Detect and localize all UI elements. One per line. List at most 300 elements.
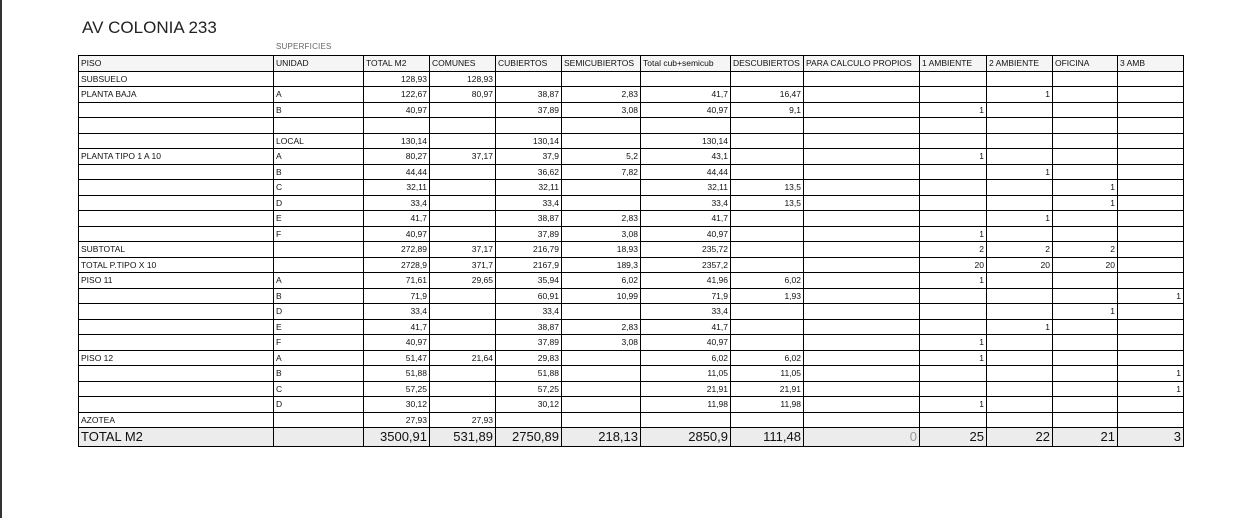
cell-total-cub-semicub: 21,91 [641, 381, 731, 397]
cell-piso [79, 164, 274, 180]
cell-unidad: D [274, 195, 364, 211]
cell-cubiertos: 37,89 [496, 226, 562, 242]
cell-descubiertos: 13,5 [731, 180, 804, 196]
cell-semicubiertos: 2,83 [562, 211, 641, 227]
cell-piso: SUBTOTAL [79, 242, 274, 258]
cell-comunes [430, 288, 496, 304]
total-row [79, 428, 1184, 447]
cell-semicubiertos: 3,08 [562, 102, 641, 118]
cell-descubiertos [731, 335, 804, 351]
column-header-unidad: UNIDAD [274, 56, 364, 72]
cell-piso [79, 397, 274, 413]
cell-semicubiertos [562, 133, 641, 149]
cell-calculo-propios [804, 412, 920, 428]
cell-oficina [1053, 412, 1118, 428]
column-header-comunes: COMUNES [430, 56, 496, 72]
cell-cubiertos: 37,89 [496, 102, 562, 118]
cell-1-ambiente: 1 [920, 397, 987, 413]
cell-2-ambiente [987, 288, 1053, 304]
cell-3-amb [1118, 102, 1184, 118]
cell-3-amb [1118, 412, 1184, 428]
cell-semicubiertos [562, 304, 641, 320]
cell-2-ambiente: 1 [987, 211, 1053, 227]
cell-descubiertos: 9,1 [731, 102, 804, 118]
cell-semicubiertos: 2,83 [562, 319, 641, 335]
cell-3-amb [1118, 335, 1184, 351]
cell-calculo-propios [804, 149, 920, 165]
cell-unidad [274, 412, 364, 428]
cell-total-cub-semicub: 40,97 [641, 335, 731, 351]
cell-1-ambiente [920, 195, 987, 211]
cell-total-cub-semicub: 33,4 [641, 304, 731, 320]
cell-unidad: C [274, 180, 364, 196]
cell-3-amb [1118, 273, 1184, 289]
cell-2-ambiente [987, 381, 1053, 397]
column-header-oficina: OFICINA [1053, 56, 1118, 72]
cell-2-ambiente: 1 [987, 319, 1053, 335]
table-row [79, 180, 1184, 196]
cell-total-cub-semicub: 41,7 [641, 319, 731, 335]
table-row [79, 102, 1184, 118]
cell-piso: PLANTA BAJA [79, 87, 274, 103]
cell-unidad: A [274, 87, 364, 103]
cell-descubiertos: 1,93 [731, 288, 804, 304]
table-row [79, 350, 1184, 366]
cell-descubiertos [731, 226, 804, 242]
table-row [79, 118, 1184, 134]
cell-1-ambiente [920, 288, 987, 304]
cell-calculo-propios [804, 71, 920, 87]
column-header-total-cub-semicub: Total cub+semicub [641, 56, 731, 72]
cell-descubiertos [731, 304, 804, 320]
cell-total-cub-semicub: 44,44 [641, 164, 731, 180]
total-cell-calculo-propios: 0 [804, 428, 920, 447]
cell-unidad: LOCAL [274, 133, 364, 149]
cell-total-cub-semicub: 40,97 [641, 102, 731, 118]
cell-total-cub-semicub [641, 118, 731, 134]
cell-cubiertos: 216,79 [496, 242, 562, 258]
cell-piso [79, 195, 274, 211]
cell-cubiertos: 60,91 [496, 288, 562, 304]
total-cell-cubiertos: 2750,89 [496, 428, 562, 447]
cell-semicubiertos: 18,93 [562, 242, 641, 258]
cell-oficina: 1 [1053, 304, 1118, 320]
cell-cubiertos: 2167,9 [496, 257, 562, 273]
cell-calculo-propios [804, 164, 920, 180]
cell-2-ambiente: 1 [987, 87, 1053, 103]
cell-2-ambiente: 2 [987, 242, 1053, 258]
cell-total-cub-semicub: 41,7 [641, 87, 731, 103]
cell-comunes [430, 335, 496, 351]
cell-descubiertos: 11,05 [731, 366, 804, 382]
cell-total-m2: 41,7 [364, 319, 430, 335]
cell-total-cub-semicub: 32,11 [641, 180, 731, 196]
cell-oficina: 1 [1053, 195, 1118, 211]
cell-unidad: A [274, 273, 364, 289]
cell-2-ambiente [987, 102, 1053, 118]
cell-semicubiertos: 6,02 [562, 273, 641, 289]
cell-semicubiertos [562, 350, 641, 366]
cell-semicubiertos: 10,99 [562, 288, 641, 304]
section-label-superficies: SUPERFICIES [276, 42, 332, 51]
cell-descubiertos [731, 242, 804, 258]
cell-comunes: 371,7 [430, 257, 496, 273]
cell-oficina: 20 [1053, 257, 1118, 273]
cell-3-amb [1118, 226, 1184, 242]
cell-total-cub-semicub: 11,98 [641, 397, 731, 413]
cell-unidad: E [274, 211, 364, 227]
cell-2-ambiente [987, 180, 1053, 196]
cell-oficina [1053, 397, 1118, 413]
cell-calculo-propios [804, 180, 920, 196]
cell-descubiertos [731, 71, 804, 87]
cell-unidad: B [274, 164, 364, 180]
cell-total-cub-semicub [641, 71, 731, 87]
cell-3-amb [1118, 133, 1184, 149]
column-header-semicubiertos: SEMICUBIERTOS [562, 56, 641, 72]
total-cell-semicubiertos: 218,13 [562, 428, 641, 447]
cell-piso [79, 335, 274, 351]
cell-piso [79, 133, 274, 149]
cell-3-amb: 1 [1118, 366, 1184, 382]
cell-cubiertos [496, 412, 562, 428]
cell-total-cub-semicub: 130,14 [641, 133, 731, 149]
cell-1-ambiente: 20 [920, 257, 987, 273]
cell-1-ambiente [920, 133, 987, 149]
cell-calculo-propios [804, 288, 920, 304]
cell-unidad: F [274, 226, 364, 242]
cell-2-ambiente [987, 304, 1053, 320]
cell-total-m2: 71,9 [364, 288, 430, 304]
cell-3-amb [1118, 118, 1184, 134]
cell-descubiertos [731, 118, 804, 134]
cell-unidad: D [274, 397, 364, 413]
cell-calculo-propios [804, 381, 920, 397]
cell-1-ambiente [920, 412, 987, 428]
cell-semicubiertos [562, 180, 641, 196]
column-header-2-ambiente: 2 AMBIENTE [987, 56, 1053, 72]
cell-cubiertos: 33,4 [496, 195, 562, 211]
cell-comunes: 29,65 [430, 273, 496, 289]
cell-oficina [1053, 381, 1118, 397]
table-row [79, 257, 1184, 273]
cell-3-amb [1118, 350, 1184, 366]
cell-comunes [430, 102, 496, 118]
cell-calculo-propios [804, 257, 920, 273]
cell-2-ambiente: 1 [987, 164, 1053, 180]
cell-3-amb [1118, 180, 1184, 196]
cell-cubiertos [496, 118, 562, 134]
cell-total-m2: 2728,9 [364, 257, 430, 273]
cell-unidad: C [274, 381, 364, 397]
cell-3-amb [1118, 71, 1184, 87]
cell-descubiertos [731, 257, 804, 273]
cell-piso [79, 180, 274, 196]
cell-cubiertos: 57,25 [496, 381, 562, 397]
cell-2-ambiente [987, 273, 1053, 289]
cell-total-m2: 80,27 [364, 149, 430, 165]
cell-total-m2: 33,4 [364, 195, 430, 211]
cell-oficina [1053, 211, 1118, 227]
cell-oficina [1053, 71, 1118, 87]
cell-3-amb [1118, 149, 1184, 165]
table-row [79, 366, 1184, 382]
cell-total-cub-semicub: 2357,2 [641, 257, 731, 273]
cell-3-amb [1118, 211, 1184, 227]
cell-semicubiertos [562, 71, 641, 87]
cell-3-amb [1118, 319, 1184, 335]
cell-2-ambiente [987, 71, 1053, 87]
cell-cubiertos: 37,89 [496, 335, 562, 351]
cell-total-m2: 40,97 [364, 335, 430, 351]
cell-1-ambiente: 1 [920, 273, 987, 289]
cell-descubiertos: 6,02 [731, 350, 804, 366]
cell-oficina [1053, 164, 1118, 180]
cell-semicubiertos [562, 366, 641, 382]
cell-total-m2 [364, 118, 430, 134]
cell-total-m2: 40,97 [364, 102, 430, 118]
table-row [79, 335, 1184, 351]
total-cell-oficina: 21 [1053, 428, 1118, 447]
cell-comunes [430, 164, 496, 180]
cell-cubiertos: 30,12 [496, 397, 562, 413]
document-title: AV COLONIA 233 [82, 18, 217, 37]
cell-comunes: 128,93 [430, 71, 496, 87]
total-cell-unidad [274, 428, 364, 447]
cell-piso: AZOTEA [79, 412, 274, 428]
cell-semicubiertos [562, 195, 641, 211]
table-row [79, 304, 1184, 320]
cell-cubiertos: 51,88 [496, 366, 562, 382]
total-cell-total-cub-semicub: 2850,9 [641, 428, 731, 447]
cell-oficina [1053, 118, 1118, 134]
column-header-1-ambiente: 1 AMBIENTE [920, 56, 987, 72]
cell-cubiertos: 130,14 [496, 133, 562, 149]
cell-total-m2: 33,4 [364, 304, 430, 320]
cell-descubiertos [731, 149, 804, 165]
cell-unidad: A [274, 350, 364, 366]
cell-semicubiertos [562, 397, 641, 413]
cell-oficina [1053, 133, 1118, 149]
cell-calculo-propios [804, 304, 920, 320]
cell-descubiertos [731, 211, 804, 227]
cell-piso [79, 288, 274, 304]
cell-calculo-propios [804, 242, 920, 258]
cell-calculo-propios [804, 350, 920, 366]
cell-descubiertos: 11,98 [731, 397, 804, 413]
cell-cubiertos [496, 71, 562, 87]
cell-descubiertos [731, 412, 804, 428]
cell-calculo-propios [804, 87, 920, 103]
cell-total-cub-semicub: 33,4 [641, 195, 731, 211]
cell-total-cub-semicub: 41,7 [641, 211, 731, 227]
cell-piso: SUBSUELO [79, 71, 274, 87]
cell-cubiertos: 37,9 [496, 149, 562, 165]
cell-oficina: 2 [1053, 242, 1118, 258]
left-border-line [0, 0, 2, 518]
cell-total-m2: 51,88 [364, 366, 430, 382]
cell-2-ambiente [987, 195, 1053, 211]
cell-total-cub-semicub: 43,1 [641, 149, 731, 165]
cell-total-m2: 40,97 [364, 226, 430, 242]
cell-2-ambiente: 20 [987, 257, 1053, 273]
column-header-piso: PISO [79, 56, 274, 72]
cell-cubiertos: 32,11 [496, 180, 562, 196]
cell-oficina [1053, 350, 1118, 366]
table-row [79, 149, 1184, 165]
cell-descubiertos [731, 319, 804, 335]
cell-semicubiertos [562, 118, 641, 134]
table-row [79, 164, 1184, 180]
cell-1-ambiente: 2 [920, 242, 987, 258]
cell-cubiertos: 38,87 [496, 211, 562, 227]
cell-2-ambiente [987, 335, 1053, 351]
total-cell-comunes: 531,89 [430, 428, 496, 447]
cell-calculo-propios [804, 273, 920, 289]
cell-oficina [1053, 288, 1118, 304]
column-header-descubiertos: DESCUBIERTOS [731, 56, 804, 72]
cell-total-cub-semicub: 6,02 [641, 350, 731, 366]
cell-3-amb [1118, 257, 1184, 273]
cell-total-cub-semicub: 41,96 [641, 273, 731, 289]
cell-2-ambiente [987, 366, 1053, 382]
column-header-cubiertos: CUBIERTOS [496, 56, 562, 72]
cell-unidad [274, 242, 364, 258]
cell-piso [79, 319, 274, 335]
cell-unidad: D [274, 304, 364, 320]
table-row [79, 195, 1184, 211]
cell-comunes: 37,17 [430, 149, 496, 165]
cell-unidad [274, 118, 364, 134]
cell-oficina [1053, 319, 1118, 335]
cell-2-ambiente [987, 350, 1053, 366]
total-cell-3-amb: 3 [1118, 428, 1184, 447]
cell-total-cub-semicub: 40,97 [641, 226, 731, 242]
cell-piso [79, 118, 274, 134]
cell-piso [79, 102, 274, 118]
cell-descubiertos [731, 164, 804, 180]
cell-descubiertos: 6,02 [731, 273, 804, 289]
cell-calculo-propios [804, 133, 920, 149]
cell-1-ambiente: 1 [920, 102, 987, 118]
cell-descubiertos: 13,5 [731, 195, 804, 211]
cell-3-amb: 1 [1118, 288, 1184, 304]
cell-unidad: A [274, 149, 364, 165]
cell-cubiertos: 35,94 [496, 273, 562, 289]
cell-calculo-propios [804, 397, 920, 413]
cell-cubiertos: 33,4 [496, 304, 562, 320]
cell-comunes [430, 319, 496, 335]
cell-total-m2: 41,7 [364, 211, 430, 227]
cell-comunes: 37,17 [430, 242, 496, 258]
table-row [79, 71, 1184, 87]
column-header-total-m2: TOTAL M2 [364, 56, 430, 72]
cell-semicubiertos: 189,3 [562, 257, 641, 273]
cell-2-ambiente [987, 226, 1053, 242]
cell-unidad: F [274, 335, 364, 351]
cell-unidad: B [274, 102, 364, 118]
table-row [79, 211, 1184, 227]
column-header-3-amb: 3 AMB [1118, 56, 1184, 72]
cell-descubiertos: 21,91 [731, 381, 804, 397]
cell-unidad [274, 71, 364, 87]
cell-1-ambiente [920, 211, 987, 227]
total-cell-piso: TOTAL M2 [79, 428, 274, 447]
cell-calculo-propios [804, 319, 920, 335]
cell-descubiertos: 16,47 [731, 87, 804, 103]
cell-3-amb [1118, 242, 1184, 258]
cell-semicubiertos: 2,83 [562, 87, 641, 103]
cell-3-amb: 1 [1118, 381, 1184, 397]
cell-semicubiertos [562, 381, 641, 397]
cell-total-cub-semicub: 71,9 [641, 288, 731, 304]
surfaces-table [78, 55, 1184, 447]
total-cell-2-ambiente: 22 [987, 428, 1053, 447]
cell-calculo-propios [804, 211, 920, 227]
cell-unidad [274, 257, 364, 273]
cell-calculo-propios [804, 366, 920, 382]
cell-calculo-propios [804, 226, 920, 242]
cell-1-ambiente [920, 366, 987, 382]
cell-1-ambiente: 1 [920, 226, 987, 242]
cell-comunes [430, 133, 496, 149]
cell-2-ambiente [987, 118, 1053, 134]
cell-calculo-propios [804, 102, 920, 118]
cell-cubiertos: 36,62 [496, 164, 562, 180]
cell-semicubiertos: 5,2 [562, 149, 641, 165]
table-row [79, 397, 1184, 413]
cell-total-m2: 71,61 [364, 273, 430, 289]
cell-oficina [1053, 335, 1118, 351]
cell-calculo-propios [804, 118, 920, 134]
table-row [79, 242, 1184, 258]
cell-piso [79, 211, 274, 227]
table-row [79, 226, 1184, 242]
total-cell-total-m2: 3500,91 [364, 428, 430, 447]
cell-1-ambiente [920, 381, 987, 397]
cell-1-ambiente [920, 304, 987, 320]
cell-3-amb [1118, 164, 1184, 180]
cell-piso: TOTAL P.TIPO X 10 [79, 257, 274, 273]
cell-comunes [430, 118, 496, 134]
cell-piso [79, 381, 274, 397]
cell-comunes: 80,97 [430, 87, 496, 103]
cell-comunes [430, 226, 496, 242]
table-row [79, 87, 1184, 103]
cell-total-cub-semicub [641, 412, 731, 428]
total-cell-1-ambiente: 25 [920, 428, 987, 447]
cell-2-ambiente [987, 133, 1053, 149]
cell-1-ambiente: 1 [920, 350, 987, 366]
cell-descubiertos [731, 133, 804, 149]
cell-cubiertos: 38,87 [496, 87, 562, 103]
cell-total-m2: 44,44 [364, 164, 430, 180]
cell-total-m2: 32,11 [364, 180, 430, 196]
cell-oficina [1053, 149, 1118, 165]
cell-piso: PISO 11 [79, 273, 274, 289]
cell-total-cub-semicub: 11,05 [641, 366, 731, 382]
cell-piso: PISO 12 [79, 350, 274, 366]
cell-3-amb [1118, 397, 1184, 413]
cell-oficina [1053, 273, 1118, 289]
cell-comunes [430, 180, 496, 196]
cell-oficina: 1 [1053, 180, 1118, 196]
cell-semicubiertos: 3,08 [562, 226, 641, 242]
cell-calculo-propios [804, 335, 920, 351]
cell-total-m2: 272,89 [364, 242, 430, 258]
cell-total-m2: 122,67 [364, 87, 430, 103]
cell-total-m2: 27,93 [364, 412, 430, 428]
